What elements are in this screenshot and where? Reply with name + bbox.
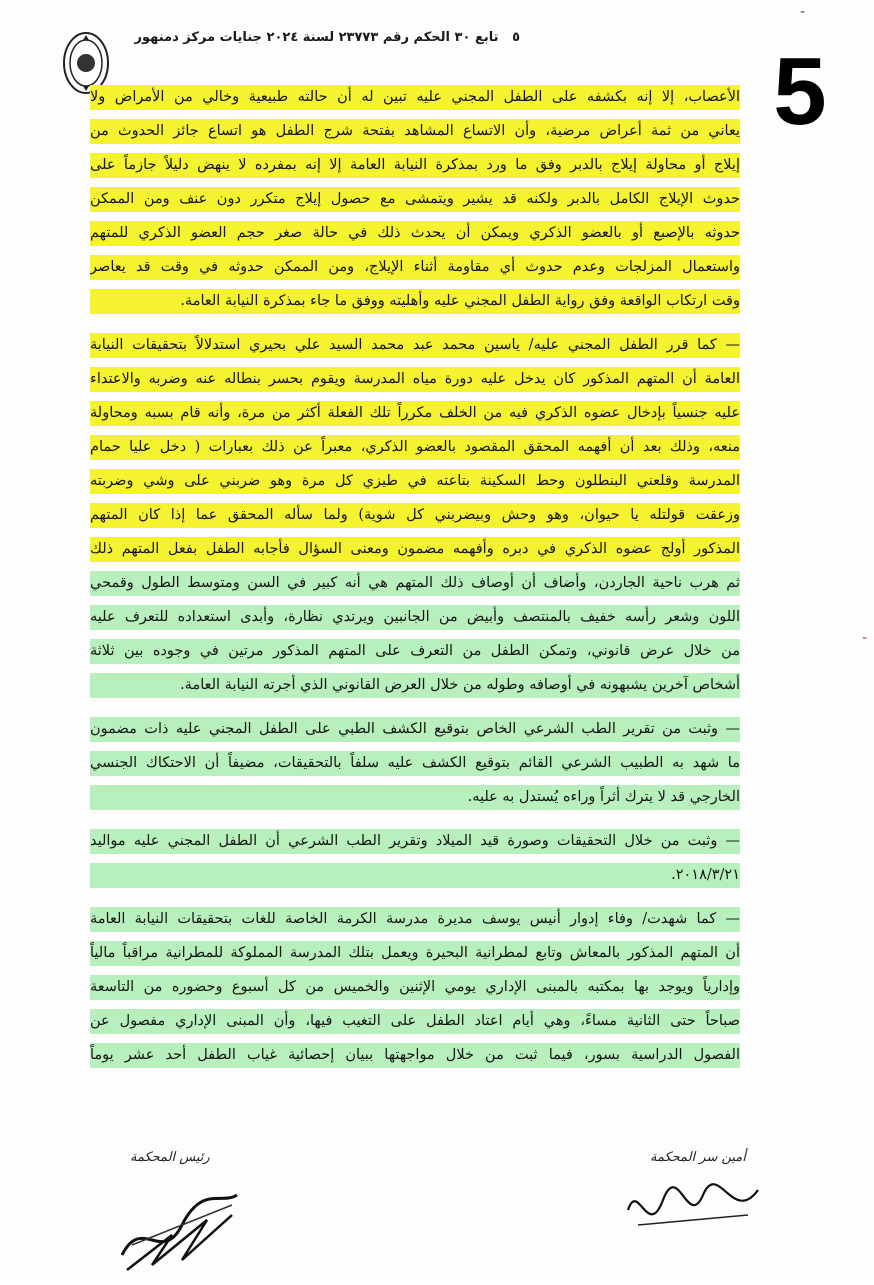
paragraph-6 xyxy=(90,902,740,1072)
text-line: المدرسة وقلعني البنطلون وحط السكينة بتاعته في طيزي كل مرة وهو ضربني على وشي وضربته xyxy=(90,464,740,498)
page-number: 5 xyxy=(773,38,827,145)
text-line: المذكور أولج عضوه الذكري في دبره وأفهمه مضمون ومعنى السؤال فأجابه الطفل بفعل المتهم ذلك xyxy=(90,532,740,566)
paragraph-1 xyxy=(90,80,740,318)
text-line: صباحاً حتى الثانية مساءً، وهي أيام اعتاد الطفل على التغيب فيها، وأن المبنى الإداري مفصول عن xyxy=(90,1004,740,1038)
text-line: حدوث الإيلاج الكامل بالدبر ولكنه قد يشير ويتمشى مع حصول إيلاج متكرر دون عنف ومن الممكن xyxy=(90,182,740,216)
header-case-reference: تابع ٣٠ الحكم رقم ٢٣٧٧٣ لسنة ٢٠٢٤ جنايات مركز دمنهور xyxy=(134,30,499,45)
text-line: إيلاج أو محاولة إيلاج بالدبر وفق ما ورد بمذكرة النيابة العامة إلا إنه بمفرده لا ينهض دليلاً جازماً على xyxy=(90,148,740,182)
paragraph-2 xyxy=(90,328,740,566)
text-line: أشخاص آخرين يشبهونه في أوصافه وطوله من خلال العرض القانوني الذي أجرته النيابة العامة. xyxy=(90,668,740,702)
text-line: عليه جنسياً بإدخال عضوه الذكري فيه من الخلف مكرراً تلك الفعلة أكثر من مرة، وأنه قام بسبه ومحاولة xyxy=(90,396,740,430)
text-line: حدوثه بالإصبع أو بالعضو الذكري ويمكن أن يحدث ذلك في حالة صغر حجم العضو الذكري للمتهم xyxy=(90,216,740,250)
page-header xyxy=(120,30,520,52)
right-signature-icon xyxy=(618,1170,768,1250)
text-line: — وثبت من تقرير الطب الشرعي الخاص بتوقيع الكشف الطبي على الطفل المجني عليه ذات مضمون xyxy=(90,712,740,746)
text-line: واستعمال المزلجات وعدم حدوث أي مقاومة أثناء الإيلاج، ومن الممكن حدوثه في وقت قد يعاصر xyxy=(90,250,740,284)
text-line: من خلال عرض قانوني، وتمكن الطفل من التعرف على المتهم المذكور مرتين في وجوده بين ثلاثة xyxy=(90,634,740,668)
text-line: — وثبت من خلال التحقيقات وصورة قيد الميلاد وتقرير الطب الشرعي أن الطفل المجني عليه مواليد xyxy=(90,824,740,858)
paragraph-5 xyxy=(90,824,740,892)
text-line: — كما شهدت/ وفاء إدوار أنيس يوسف مديرة مدرسة الكرمة الخاصة للغات بتحقيقات النيابة العامة xyxy=(90,902,740,936)
text-line: وقت ارتكاب الواقعة وفق رواية الطفل المجني عليه وأهليته ووفق ما جاء بمذكرة النيابة العامة. xyxy=(90,284,740,318)
text-line: الخارجي قد لا يترك أثراً وراءه يُستدل به عليه. xyxy=(90,780,740,814)
right-signature-title: أمين سر المحكمة xyxy=(650,1150,746,1165)
text-line: ٢٠١٨/٣/٢١. xyxy=(90,858,740,892)
paragraph-3 xyxy=(90,566,740,702)
margin-mark: - xyxy=(862,630,868,646)
text-line: — كما قرر الطفل المجني عليه/ ياسين محمد عبد محمد السيد علي بحيري استدلالاً بتحقيقات النيابة xyxy=(90,328,740,362)
text-line: وإدارياً ويوجد بها بمكتبه بالمبنى الإداري يومي الإثنين والخميس من كل أسبوع وحضوره من التاسعة xyxy=(90,970,740,1004)
text-line: الأعصاب، إلا إنه بكشفه على الطفل المجني عليه تبين له أن حالته طبيعية وخالي من الأمراض ولا xyxy=(90,80,740,114)
document-body xyxy=(90,80,740,1072)
corner-mark: - xyxy=(800,4,806,20)
text-line: وزعقت قولتله يا حيوان، وهو وحش وبيضربني كل شوية) ولما سأله المحقق عما إذا كان المتهم xyxy=(90,498,740,532)
header-marker: ٥ xyxy=(512,30,520,45)
left-signature-title: رئيس المحكمة xyxy=(130,1150,210,1165)
text-line: اللون وشعر رأسه خفيف بالمنتصف وأبيض من الجانبين ويرتدي نظارة، وأبدى استعداده للتعرف عليه xyxy=(90,600,740,634)
text-line: العامة أن المتهم المذكور كان يدخل عليه دورة مياه المدرسة ويقوم بحسر بنطاله عنه وضربه والاعتداء xyxy=(90,362,740,396)
left-signature-icon xyxy=(112,1175,252,1285)
text-line: يعاني من ثمة أعراض مرضية، وأن الاتساع المشاهد بفتحة شرج الطفل هو اتساع جائز الحدوث من xyxy=(90,114,740,148)
text-line: الفصول الدراسية بسور، فيما ثبت من خلال مواجهتها ببيان إحصائية غياب الطفل أحد عشر يوماً xyxy=(90,1038,740,1072)
text-line: منعه، وذلك بعد أن أفهمه المحقق المقصود بالعضو الذكري، معبراً عن ذلك بعبارات ( دخل عليا حمام xyxy=(90,430,740,464)
text-line: ما شهد به الطبيب الشرعي القائم بتوقيع الكشف عليه سلفاً بالتحقيقات، مضيفاً أن الاحتكاك الجنسي xyxy=(90,746,740,780)
text-line: ثم هرب ناحية الجاردن، وأضاف أن أوصاف ذلك المتهم هي أنه كبير في السن ومتوسط الطول وقمحي xyxy=(90,566,740,600)
text-line: أن المتهم المذكور بالمعاش وتابع لمطرانية البحيرة ويعمل بتلك المدرسة المملوكة للمطرانية مراقباً مالياً xyxy=(90,936,740,970)
paragraph-4 xyxy=(90,712,740,814)
